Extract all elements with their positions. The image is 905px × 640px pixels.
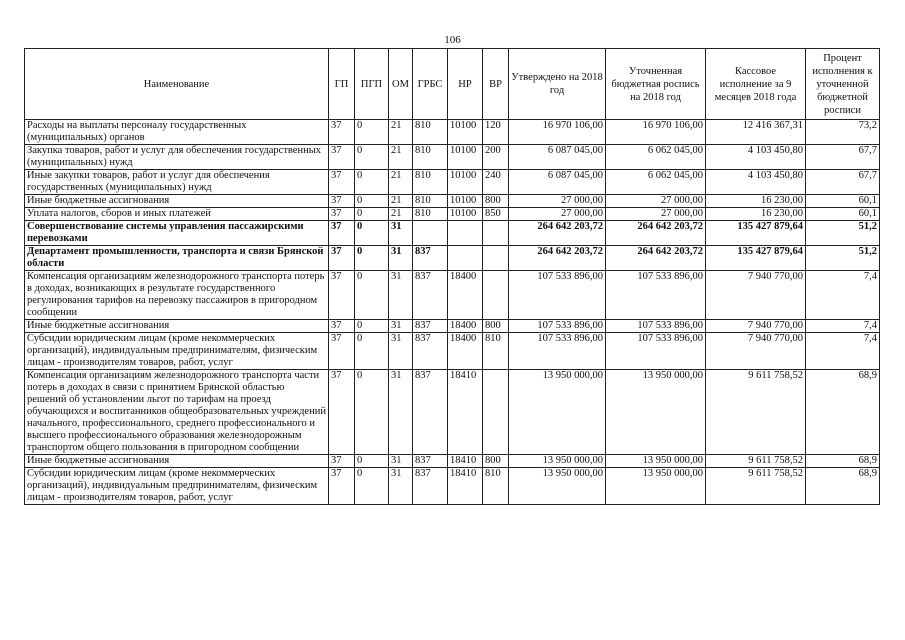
cell-revised: 16 970 106,00 [606, 120, 706, 145]
cell-approved: 13 950 000,00 [509, 370, 606, 455]
cell-vr: 800 [483, 455, 509, 468]
table-row [25, 468, 880, 505]
cell-grbs [413, 221, 448, 246]
cell-gp: 37 [329, 195, 355, 208]
cell-gp: 37 [329, 468, 355, 505]
header-percent: Процент исполнения к уточненной бюджетной росписи [806, 49, 880, 120]
cell-grbs: 837 [413, 333, 448, 370]
cell-revised: 264 642 203,72 [606, 246, 706, 271]
cell-pgp: 0 [355, 170, 389, 195]
cell-vr [483, 246, 509, 271]
cell-om: 21 [389, 145, 413, 170]
cell-approved: 16 970 106,00 [509, 120, 606, 145]
cell-vr: 800 [483, 195, 509, 208]
cell-name: Иные бюджетные ассигнования [25, 195, 329, 208]
cell-nr: 18410 [448, 370, 483, 455]
table-row [25, 455, 880, 468]
cell-revised: 6 062 045,00 [606, 145, 706, 170]
cell-gp: 37 [329, 120, 355, 145]
cell-approved: 13 950 000,00 [509, 468, 606, 505]
cell-nr: 18410 [448, 455, 483, 468]
cell-executed: 135 427 879,64 [706, 221, 806, 246]
header-name: Наименование [25, 49, 329, 120]
cell-om: 21 [389, 195, 413, 208]
cell-grbs: 810 [413, 208, 448, 221]
header-nr: НР [448, 49, 483, 120]
table-row [25, 208, 880, 221]
cell-name: Иные бюджетные ассигнования [25, 320, 329, 333]
cell-nr: 18410 [448, 468, 483, 505]
cell-om: 21 [389, 120, 413, 145]
cell-om: 31 [389, 333, 413, 370]
header-om: ОМ [389, 49, 413, 120]
cell-approved: 107 533 896,00 [509, 320, 606, 333]
cell-vr: 120 [483, 120, 509, 145]
cell-percent: 7,4 [806, 320, 880, 333]
cell-revised: 6 062 045,00 [606, 170, 706, 195]
cell-pgp: 0 [355, 333, 389, 370]
table-row [25, 271, 880, 320]
cell-revised: 107 533 896,00 [606, 320, 706, 333]
cell-executed: 4 103 450,80 [706, 145, 806, 170]
cell-vr [483, 370, 509, 455]
cell-percent: 67,7 [806, 170, 880, 195]
cell-approved: 107 533 896,00 [509, 271, 606, 320]
cell-grbs: 837 [413, 370, 448, 455]
header-grbs: ГРБС [413, 49, 448, 120]
cell-nr: 10100 [448, 170, 483, 195]
cell-name: Субсидии юридическим лицам (кроме некоммерческих организаций), индивидуальным предпринимателям, физическим лицам - производителям товаров, работ, услуг [25, 468, 329, 505]
cell-percent: 67,7 [806, 145, 880, 170]
cell-approved: 6 087 045,00 [509, 170, 606, 195]
cell-gp: 37 [329, 145, 355, 170]
cell-grbs: 810 [413, 195, 448, 208]
cell-revised: 107 533 896,00 [606, 333, 706, 370]
cell-nr: 10100 [448, 195, 483, 208]
table-row [25, 170, 880, 195]
cell-percent: 51,2 [806, 246, 880, 271]
cell-pgp: 0 [355, 455, 389, 468]
cell-vr [483, 221, 509, 246]
cell-revised: 264 642 203,72 [606, 221, 706, 246]
header-row [25, 49, 880, 120]
cell-executed: 7 940 770,00 [706, 333, 806, 370]
cell-name: Уплата налогов, сборов и иных платежей [25, 208, 329, 221]
cell-gp: 37 [329, 320, 355, 333]
cell-approved: 264 642 203,72 [509, 246, 606, 271]
cell-grbs: 810 [413, 145, 448, 170]
cell-executed: 16 230,00 [706, 208, 806, 221]
cell-executed: 9 611 758,52 [706, 468, 806, 505]
cell-gp: 37 [329, 271, 355, 320]
cell-nr: 10100 [448, 120, 483, 145]
cell-approved: 264 642 203,72 [509, 221, 606, 246]
table-row [25, 246, 880, 271]
cell-grbs: 837 [413, 320, 448, 333]
cell-vr: 800 [483, 320, 509, 333]
cell-grbs: 810 [413, 120, 448, 145]
cell-grbs: 837 [413, 271, 448, 320]
table-body [25, 120, 880, 505]
page-number: 106 [444, 34, 461, 46]
cell-executed: 7 940 770,00 [706, 320, 806, 333]
cell-name: Компенсация организациям железнодорожного транспорта части потерь в доходах в связи с принятием Брянской областью решений об установлении льгот по тарифам на проезд обучающихся и воспитанников общеобразовательных учреждений начального, профессионального, среднего профессионального и высшего профессионального образования железнодорожным транспортом общего пользования в пригородном сообщении [25, 370, 329, 455]
cell-om: 31 [389, 246, 413, 271]
cell-om: 31 [389, 271, 413, 320]
budget-table [24, 48, 880, 505]
cell-pgp: 0 [355, 370, 389, 455]
cell-executed: 9 611 758,52 [706, 370, 806, 455]
header-approved: Утверждено на 2018 год [509, 49, 606, 120]
cell-percent: 68,9 [806, 455, 880, 468]
cell-pgp: 0 [355, 271, 389, 320]
cell-pgp: 0 [355, 120, 389, 145]
cell-percent: 60,1 [806, 208, 880, 221]
cell-om: 31 [389, 370, 413, 455]
table-row [25, 195, 880, 208]
cell-percent: 73,2 [806, 120, 880, 145]
cell-executed: 135 427 879,64 [706, 246, 806, 271]
cell-vr: 240 [483, 170, 509, 195]
cell-approved: 107 533 896,00 [509, 333, 606, 370]
cell-approved: 6 087 045,00 [509, 145, 606, 170]
cell-pgp: 0 [355, 221, 389, 246]
header-gp: ГП [329, 49, 355, 120]
cell-grbs: 837 [413, 246, 448, 271]
cell-percent: 60,1 [806, 195, 880, 208]
cell-percent: 68,9 [806, 370, 880, 455]
header-vr: ВР [483, 49, 509, 120]
cell-revised: 27 000,00 [606, 195, 706, 208]
cell-name: Иные закупки товаров, работ и услуг для обеспечения государственных (муниципальных) нужд [25, 170, 329, 195]
cell-vr: 200 [483, 145, 509, 170]
cell-revised: 13 950 000,00 [606, 370, 706, 455]
table-row [25, 333, 880, 370]
cell-pgp: 0 [355, 468, 389, 505]
cell-nr: 18400 [448, 320, 483, 333]
cell-om: 21 [389, 170, 413, 195]
cell-vr: 810 [483, 333, 509, 370]
cell-approved: 27 000,00 [509, 195, 606, 208]
cell-name: Расходы на выплаты персоналу государственных (муниципальных) органов [25, 120, 329, 145]
cell-nr [448, 246, 483, 271]
cell-pgp: 0 [355, 320, 389, 333]
cell-approved: 27 000,00 [509, 208, 606, 221]
cell-gp: 37 [329, 246, 355, 271]
cell-approved: 13 950 000,00 [509, 455, 606, 468]
cell-grbs: 837 [413, 455, 448, 468]
cell-executed: 16 230,00 [706, 195, 806, 208]
cell-vr [483, 271, 509, 320]
cell-om: 31 [389, 320, 413, 333]
cell-om: 31 [389, 455, 413, 468]
cell-pgp: 0 [355, 208, 389, 221]
cell-pgp: 0 [355, 145, 389, 170]
cell-name: Субсидии юридическим лицам (кроме некоммерческих организаций), индивидуальным предпринимателям, физическим лицам - производителям товаров, работ, услуг [25, 333, 329, 370]
cell-nr: 10100 [448, 208, 483, 221]
cell-percent: 7,4 [806, 333, 880, 370]
cell-gp: 37 [329, 333, 355, 370]
cell-om: 21 [389, 208, 413, 221]
cell-gp: 37 [329, 170, 355, 195]
cell-executed: 12 416 367,31 [706, 120, 806, 145]
header-revised: Уточненная бюджетная роспись на 2018 год [606, 49, 706, 120]
cell-grbs: 810 [413, 170, 448, 195]
cell-revised: 107 533 896,00 [606, 271, 706, 320]
cell-gp: 37 [329, 455, 355, 468]
cell-om: 31 [389, 468, 413, 505]
cell-vr: 810 [483, 468, 509, 505]
cell-executed: 4 103 450,80 [706, 170, 806, 195]
cell-gp: 37 [329, 221, 355, 246]
cell-pgp: 0 [355, 195, 389, 208]
table-row [25, 320, 880, 333]
cell-executed: 7 940 770,00 [706, 271, 806, 320]
cell-om: 31 [389, 221, 413, 246]
cell-pgp: 0 [355, 246, 389, 271]
cell-name: Совершенствование системы управления пассажирскими перевозками [25, 221, 329, 246]
cell-revised: 13 950 000,00 [606, 455, 706, 468]
cell-name: Закупка товаров, работ и услуг для обеспечения государственных (муниципальных) нужд [25, 145, 329, 170]
cell-percent: 51,2 [806, 221, 880, 246]
header-executed: Кассовое исполнение за 9 месяцев 2018 года [706, 49, 806, 120]
table-row [25, 221, 880, 246]
cell-grbs: 837 [413, 468, 448, 505]
table-row [25, 145, 880, 170]
cell-percent: 68,9 [806, 468, 880, 505]
cell-revised: 13 950 000,00 [606, 468, 706, 505]
cell-gp: 37 [329, 370, 355, 455]
cell-gp: 37 [329, 208, 355, 221]
cell-nr: 18400 [448, 333, 483, 370]
cell-vr: 850 [483, 208, 509, 221]
cell-executed: 9 611 758,52 [706, 455, 806, 468]
table-row [25, 120, 880, 145]
cell-name: Иные бюджетные ассигнования [25, 455, 329, 468]
header-pgp: ПГП [355, 49, 389, 120]
cell-revised: 27 000,00 [606, 208, 706, 221]
cell-nr [448, 221, 483, 246]
cell-percent: 7,4 [806, 271, 880, 320]
cell-nr: 10100 [448, 145, 483, 170]
cell-nr: 18400 [448, 271, 483, 320]
table-row [25, 370, 880, 455]
cell-name: Департамент промышленности, транспорта и связи Брянской области [25, 246, 329, 271]
cell-name: Компенсация организациям железнодорожного транспорта потерь в доходах, возникающих в результате государственного регулирования тарифов на перевозку пассажиров в пригородном сообщении [25, 271, 329, 320]
